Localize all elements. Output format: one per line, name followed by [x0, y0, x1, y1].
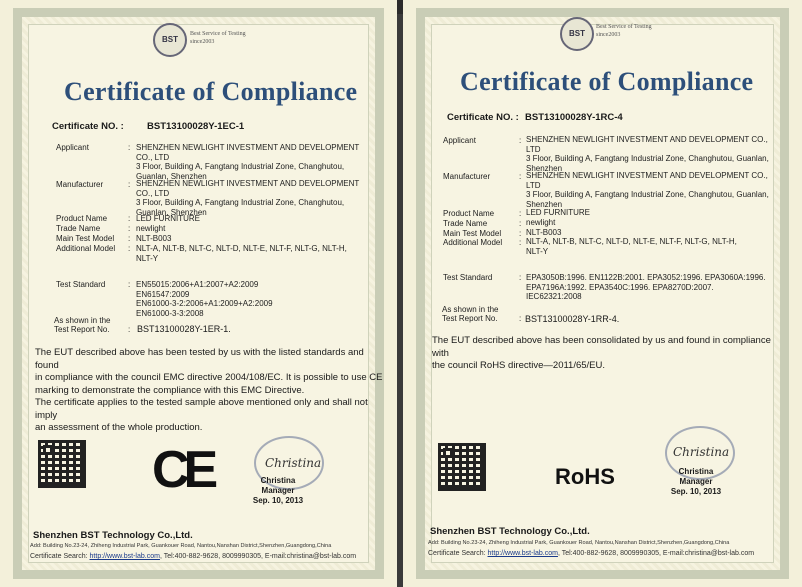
qr-code [438, 443, 486, 491]
test-report-label: Test Report No. [442, 314, 498, 323]
test-report-value: BST13100028Y-1ER-1. [137, 324, 231, 334]
colon: : [519, 229, 522, 238]
colon: : [128, 180, 131, 189]
colon: : [128, 280, 131, 289]
footer-company: Shenzhen BST Technology Co.,Ltd. [33, 530, 193, 541]
test-report-label: Test Report No. [54, 325, 110, 334]
footer-url-link[interactable]: http://www.bst-lab.com [89, 553, 160, 560]
manufacturer-label: Manufacturer [443, 172, 491, 181]
additional-model-value: NLT-A, NLT-B, NLT-C, NLT-D, NLT-E, NLT-F, NLT-G, NLT-H, NLT-Y [136, 244, 347, 263]
colon: : [519, 209, 522, 218]
test-standard-label: Test Standard [56, 280, 106, 289]
additional-model-label: Additional Model [443, 238, 503, 247]
footer-search-line: Certificate Search: http://www.bst-lab.com, Tel:400-882-9628, 8009990305, E-mail:christina@bst-lab.com [428, 550, 755, 557]
handwritten-signature: Christina [265, 456, 322, 470]
manufacturer-value: SHENZHEN NEWLIGHT INVESTMENT AND DEVELOPMENT CO., LTD 3 Floor, Building A, Fangtang Industrial Zone, Changhutou, Guanlan, Shenzhen [136, 179, 360, 217]
manufacturer-label: Manufacturer [56, 180, 104, 189]
cert-no-value: BST13100028Y-1RC-4 [525, 112, 623, 123]
colon: : [519, 172, 522, 181]
main-test-model-value: NLT-B003 [526, 228, 562, 237]
colon: : [128, 244, 131, 253]
trade-name-value: newlight [136, 224, 166, 233]
footer-address: Add: Building No.23-24, Zhiheng Industrial Park, Guankouer Road, Nantou,Nanshan District,Shenzhen,Guangdong,China [30, 543, 332, 549]
main-test-model-value: NLT-B003 [136, 234, 172, 243]
colon: : [128, 234, 131, 243]
rohs-mark: RoHS [555, 464, 615, 489]
logo-tagline: Best Service of Testing since2003 [190, 31, 246, 45]
colon: : [519, 219, 522, 228]
footer-address: Add: Building No.23-24, Zhiheng Industrial Park, Guankouer Road, Nantou,Nanshan District,Shenzhen,Guangdong,China [428, 540, 730, 546]
main-test-model-label: Main Test Model [56, 234, 115, 243]
applicant-label: Applicant [56, 143, 89, 152]
applicant-value: SHENZHEN NEWLIGHT INVESTMENT AND DEVELOPMENT CO., LTD 3 Floor, Building A, Fangtang Industrial Zone, Changhutou, Guanlan, Shenzhen [526, 135, 769, 173]
bst-logo: BST [560, 17, 594, 51]
manufacturer-value: SHENZHEN NEWLIGHT INVESTMENT AND DEVELOPMENT CO., LTD 3 Floor, Building A, Fangtang Industrial Zone, Changhutou, Guanlan, Shenzhen [526, 171, 769, 209]
cert-no-label: Certificate NO. : [52, 121, 124, 132]
handwritten-signature: Christina [673, 445, 730, 459]
colon: : [128, 143, 131, 152]
ce-mark: CE [152, 441, 213, 499]
product-name-value: LED FURNITURE [526, 208, 591, 217]
compliance-statement: The EUT described above has been tested by us with the listed standards and found in compliance with the council EMC directive 2004/108/EC. It is possible to use CE marking to demonstrate the compliance with this EMC Directive. The certificate applies to the tested sample above mentioned only and shall not imply an assessment of the whole production. [35, 347, 383, 433]
left-certificate [0, 0, 397, 587]
footer-url-link[interactable]: http://www.bst-lab.com [487, 550, 558, 557]
test-report-value: BST13100028Y-1RR-4. [525, 314, 620, 324]
cert-no-value: BST13100028Y-1EC-1 [147, 121, 245, 132]
additional-model-value: NLT-A, NLT-B, NLT-C, NLT-D, NLT-E, NLT-F, NLT-G, NLT-H, NLT-Y [526, 237, 737, 256]
cert-no-label: Certificate NO. : [447, 112, 519, 123]
compliance-statement: The EUT described above has been consolidated by us and found in compliance with the council RoHS directive—2011/65/EU. [432, 335, 771, 371]
product-name-label: Product Name [56, 214, 108, 223]
product-name-label: Product Name [443, 209, 495, 218]
additional-model-label: Additional Model [56, 244, 116, 253]
colon: : [128, 214, 131, 223]
certificate-title: Certificate of Compliance [460, 67, 754, 96]
product-name-value: LED FURNITURE [136, 214, 201, 223]
signer-block: Christina Manager Sep. 10, 2013 [670, 467, 722, 496]
as-shown-label: As shown in the [54, 316, 111, 325]
bst-logo: BST [153, 23, 187, 57]
test-standard-label: Test Standard [443, 273, 493, 282]
colon: : [519, 238, 522, 247]
main-test-model-label: Main Test Model [443, 229, 502, 238]
colon: : [128, 325, 131, 334]
trade-name-label: Trade Name [443, 219, 488, 228]
signer-block: Christina Manager Sep. 10, 2013 [252, 476, 304, 505]
footer-search-line: Certificate Search: http://www.bst-lab.com, Tel:400-882-9628, 8009990305, E-mail:christina@bst-lab.com [30, 553, 357, 560]
colon: : [519, 136, 522, 145]
colon: : [519, 273, 522, 282]
colon: : [519, 314, 522, 323]
qr-code [38, 440, 86, 488]
applicant-label: Applicant [443, 136, 476, 145]
trade-name-label: Trade Name [56, 224, 101, 233]
as-shown-label: As shown in the [442, 305, 499, 314]
applicant-value: SHENZHEN NEWLIGHT INVESTMENT AND DEVELOPMENT CO., LTD 3 Floor, Building A, Fangtang Industrial Zone, Changhutou, Guanlan, Shenzhen [136, 143, 360, 181]
right-certificate [403, 0, 802, 587]
footer-company: Shenzhen BST Technology Co.,Ltd. [430, 526, 590, 537]
logo-tagline: Best Service of Testing since2003 [596, 24, 652, 38]
test-standard-value: EN55015:2006+A1:2007+A2:2009 EN61547:2009 EN61000-3-2:2006+A1:2009+A2:2009 EN61000-3-3:2008 [136, 280, 273, 318]
test-standard-value: EPA3050B:1996. EN1122B:2001. EPA3052:1996. EPA3060A:1996. EPA7196A:1992. EPA3540C:1996. EPA8270D:2007. IEC62321:2008 [526, 273, 766, 301]
trade-name-value: newlight [526, 218, 556, 227]
certificate-title: Certificate of Compliance [64, 77, 358, 106]
colon: : [128, 224, 131, 233]
